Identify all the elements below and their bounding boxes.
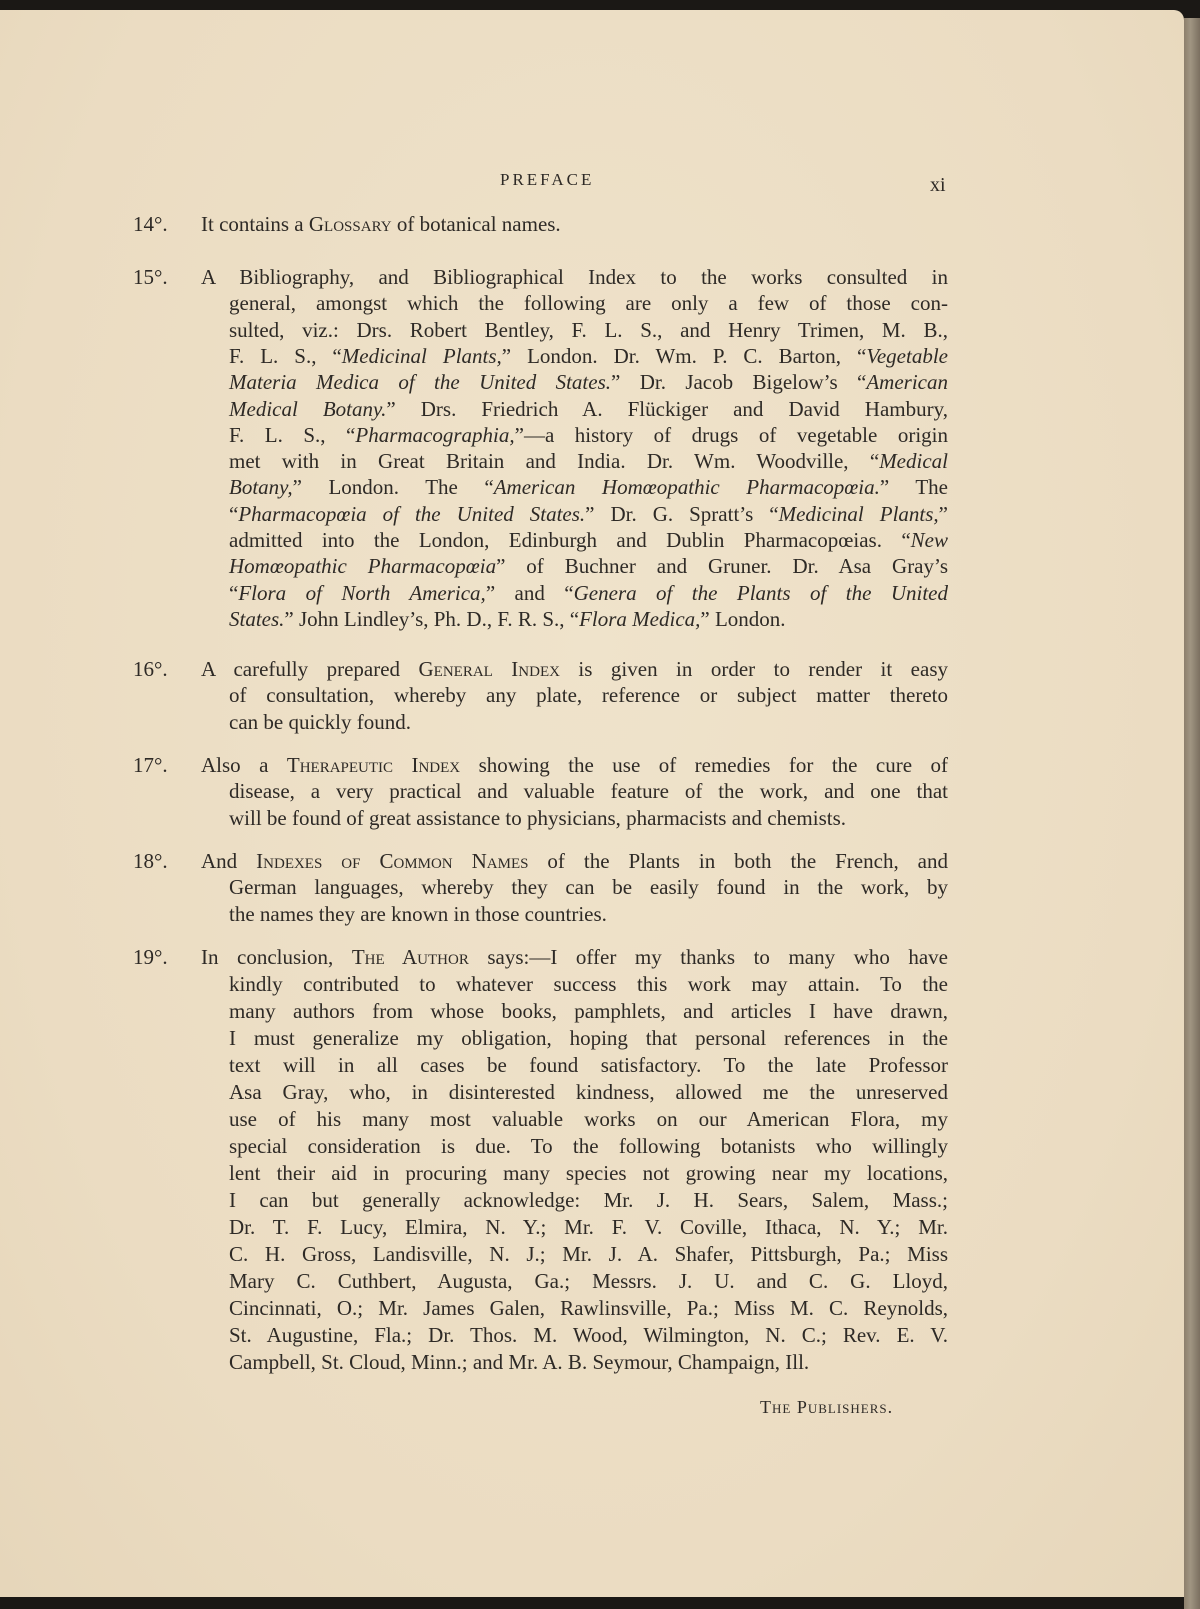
text-line: [229, 1079, 948, 1105]
book-fore-edge: [1184, 18, 1200, 1609]
text-line: [201, 944, 948, 970]
text-line: [229, 971, 948, 997]
text-span: disease, a very practical and valuable feature of the work, and one that: [229, 779, 948, 804]
italic-title: Flora of North America,: [238, 580, 486, 605]
italic-title: Flora Medica,: [579, 606, 701, 631]
italic-title: Medical Botany.: [229, 396, 387, 421]
small-caps-term: Therapeutic Index: [286, 753, 461, 777]
text-line: [229, 501, 948, 527]
text-line: [229, 1106, 948, 1132]
text-span: general, amongst which the following are only a few of those con-: [229, 291, 948, 316]
italic-title: American Homœopathic Pharmacopœia.: [493, 475, 880, 500]
signature: The Publishers.: [760, 1397, 894, 1417]
text-span: F. L. S., “: [229, 422, 356, 447]
italic-title: Medicinal Plants,: [341, 343, 502, 368]
item-number: 15°.: [133, 265, 168, 289]
text-line: [229, 682, 948, 708]
item-number: 18°.: [133, 849, 168, 873]
italic-title: Pharmacopœia of the United States.: [238, 501, 586, 526]
text-line: [229, 606, 948, 632]
italic-title: Genera of the Plants of the United: [573, 580, 948, 605]
text-line: [229, 1295, 948, 1321]
text-line: [229, 1133, 948, 1159]
italic-title: States.: [229, 606, 285, 631]
text-span: will be found of great assistance to physicians, pharmacists and chemists.: [229, 805, 847, 830]
text-line: [229, 448, 948, 474]
text-span: ” The: [879, 475, 948, 500]
italic-title: Medicinal Plants,: [778, 501, 939, 526]
text-line: [229, 1241, 948, 1267]
small-caps-term: The Author: [351, 945, 469, 969]
text-line: [229, 422, 948, 448]
text-span: ” Dr. G. Spratt’s “: [585, 501, 779, 526]
running-head-title: PREFACE: [500, 170, 595, 189]
text-line: [229, 1160, 948, 1186]
text-line: [229, 901, 948, 927]
text-line: [229, 1025, 948, 1051]
italic-title: American: [866, 370, 949, 395]
text-line: [229, 778, 948, 804]
text-span: ”—a history of drugs of vegetable origin: [514, 422, 948, 447]
book-page: [0, 10, 1184, 1597]
text-span: kindly contributed to whatever success this work may attain. To the: [229, 972, 948, 996]
text-span: ”: [938, 501, 948, 526]
text-span: ” London.: [700, 606, 786, 631]
text-line: [229, 1052, 948, 1078]
text-span: ” of Buchner and Gruner. Dr. Asa Gray’s: [496, 554, 949, 579]
text-span: can be quickly found.: [229, 709, 411, 734]
text-span: I must generalize my obligation, hoping that personal references in the: [229, 1026, 948, 1050]
text-line: [201, 211, 948, 237]
text-span: F. L. S., “: [229, 343, 342, 368]
text-span: German languages, whereby they can be easily found in the work, by: [229, 875, 948, 900]
italic-title: Vegetable: [866, 343, 948, 368]
italic-title: New: [910, 528, 948, 552]
small-caps-term: Indexes of Common Names: [256, 849, 529, 873]
text-span: Asa Gray, who, in disinterested kindness, allowed me the unreserved: [229, 1080, 948, 1104]
italic-title: Materia Medica of the United States.: [229, 370, 612, 395]
item-number: 16°.: [133, 657, 168, 681]
text-line: [229, 1268, 948, 1294]
text-span: “: [229, 501, 239, 526]
text-span: text will in all cases be found satisfactory. To the late Professor: [229, 1053, 948, 1077]
text-line: [229, 805, 948, 831]
text-span: ” London. The “: [292, 475, 494, 500]
text-span: many authors from whose books, pamphlets, and articles I have drawn,: [229, 999, 948, 1023]
text-line: [201, 752, 948, 778]
text-span: Also a: [201, 753, 287, 777]
item-number: 19°.: [133, 945, 168, 969]
italic-title: Medical: [879, 449, 948, 474]
text-line: [229, 343, 948, 369]
text-span: Dr. T. F. Lucy, Elmira, N. Y.; Mr. F. V. Coville, Ithaca, N. Y.; Mr.: [229, 1215, 948, 1239]
italic-title: Homœopathic Pharmacopœia: [229, 554, 497, 579]
text-line: [229, 290, 948, 316]
text-span: special consideration is due. To the following botanists who willingly: [229, 1134, 948, 1158]
text-line: [229, 317, 948, 343]
text-span: “: [229, 580, 239, 605]
small-caps-term: Glossary: [308, 212, 392, 236]
text-span: lent their aid in procuring many species not growing near my locations,: [229, 1161, 948, 1185]
item-number: 14°.: [133, 212, 168, 236]
text-line: [201, 264, 948, 290]
text-line: [229, 1349, 948, 1375]
text-line: [229, 474, 948, 500]
text-span: And: [201, 849, 257, 873]
text-span: ” and “: [485, 580, 574, 605]
text-span: A Bibliography, and Bibliographical Index to the works consulted in: [201, 265, 948, 289]
text-span: It contains a: [201, 212, 309, 236]
text-line: [229, 709, 948, 735]
text-span: of botanical names.: [391, 212, 561, 236]
text-span: met with in Great Britain and India. Dr. Wm. Woodville, “: [229, 449, 880, 474]
text-span: In conclusion,: [201, 945, 352, 969]
text-span: A carefully prepared: [201, 657, 419, 681]
small-caps-term: General Index: [418, 657, 560, 681]
text-span: Cincinnati, O.; Mr. James Galen, Rawlinsville, Pa.; Miss M. C. Reynolds,: [229, 1296, 948, 1320]
text-line: [229, 369, 948, 395]
italic-title: Botany,: [229, 475, 293, 500]
text-line: [229, 553, 948, 579]
text-span: sulted, viz.: Drs. Robert Bentley, F. L. S., and Henry Trimen, M. B.,: [229, 317, 948, 342]
text-span: C. H. Gross, Landisville, N. J.; Mr. J. A. Shafer, Pittsburgh, Pa.; Miss: [229, 1242, 948, 1266]
text-span: the names they are known in those countries.: [229, 901, 607, 926]
text-line: [201, 656, 948, 682]
text-line: [201, 848, 948, 874]
text-line: [229, 580, 948, 606]
text-line: [229, 874, 948, 900]
text-line: [229, 998, 948, 1024]
text-line: [229, 1214, 948, 1240]
text-line: [229, 396, 948, 422]
text-line: [229, 1187, 948, 1213]
italic-title: Pharmacographia,: [355, 422, 515, 447]
text-span: is given in order to render it easy: [559, 657, 948, 681]
text-span: Campbell, St. Cloud, Minn.; and Mr. A. B. Seymour, Champaign, Ill.: [229, 1350, 810, 1374]
text-span: ” London. Dr. Wm. P. C. Barton, “: [501, 343, 867, 368]
text-span: ” Drs. Friedrich A. Flückiger and David Hambury,: [386, 396, 948, 421]
text-span: use of his many most valuable works on our American Flora, my: [229, 1107, 948, 1131]
text-line: [229, 527, 948, 553]
item-number: 17°.: [133, 753, 168, 777]
text-span: of the Plants in both the French, and: [528, 849, 948, 873]
text-span: St. Augustine, Fla.; Dr. Thos. M. Wood, Wilmington, N. C.; Rev. E. V.: [229, 1323, 948, 1347]
text-span: ” Dr. Jacob Bigelow’s “: [611, 370, 867, 395]
text-span: showing the use of remedies for the cure of: [460, 753, 948, 777]
text-span: of consultation, whereby any plate, reference or subject matter thereto: [229, 683, 948, 708]
text-span: admitted into the London, Edinburgh and Dublin Pharmacopœias. “: [229, 528, 911, 552]
text-span: says:—I offer my thanks to many who have: [468, 945, 949, 969]
text-span: Mary C. Cuthbert, Augusta, Ga.; Messrs. J. U. and C. G. Lloyd,: [229, 1269, 948, 1293]
page-number: xi: [930, 174, 946, 196]
text-span: I can but generally acknowledge: Mr. J. H. Sears, Salem, Mass.;: [229, 1188, 948, 1212]
text-line: [229, 1322, 948, 1348]
text-span: ” John Lindley’s, Ph. D., F. R. S., “: [284, 606, 580, 631]
